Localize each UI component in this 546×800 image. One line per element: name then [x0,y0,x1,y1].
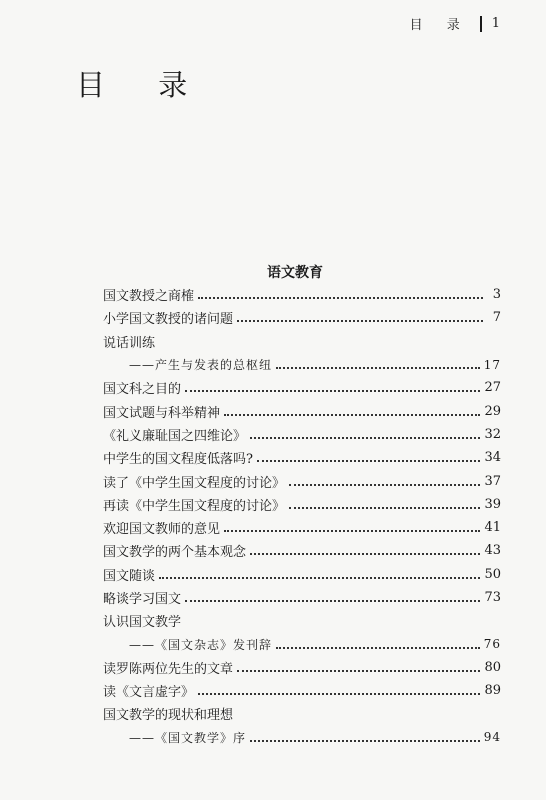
toc-entry-title: ——《国文杂志》发刊辞 [129,637,273,652]
header-divider [480,16,482,32]
toc-entry-page: 17 [483,357,501,372]
toc-entry[interactable] [103,656,501,679]
dot-leader [224,529,480,532]
toc-entry[interactable] [103,632,501,655]
toc-entry[interactable] [103,399,501,422]
toc-entry-page: 43 [484,543,501,559]
dot-leader [276,646,480,649]
dot-leader [185,599,480,602]
toc-entry-title: 国文试题与科举精神 [103,405,221,421]
toc-entry-page: 32 [484,426,501,442]
running-header-title: 目 录 [409,18,470,33]
toc-entry-page: 76 [483,637,501,652]
running-header [410,14,500,33]
dot-leader [224,413,480,416]
dot-leader [159,576,480,579]
toc-entry[interactable] [103,469,501,492]
toc-entry-page: 29 [484,403,501,419]
toc-entry[interactable] [103,726,501,749]
toc-entry-page: 89 [484,683,501,699]
toc-entry-page: 37 [484,473,501,489]
toc-entry-title: ——《国文教学》序 [129,730,247,745]
dot-leader [250,739,480,742]
toc-entry-page: 80 [484,659,501,675]
section-heading: 语文教育 [267,265,323,281]
toc-entry[interactable] [103,283,501,306]
dot-leader [250,436,480,439]
toc-entry[interactable] [103,609,501,632]
toc-entry-title: ——产生与发表的总枢纽 [129,358,273,373]
toc-entry[interactable] [103,679,501,702]
toc-entry[interactable] [103,353,501,376]
toc-entry[interactable] [103,702,501,725]
toc-entry[interactable] [103,330,501,353]
dot-leader [237,669,480,672]
dot-leader [198,692,480,695]
toc-entry-page: 3 [492,287,501,303]
toc-entry-title: 小学国文教授的诸问题 [103,312,234,328]
toc-entry-title: 读《文言虚字》 [103,685,195,701]
dot-leader [250,552,480,555]
toc-entry-title: 读了《中学生国文程度的讨论》 [103,475,286,491]
toc-entry[interactable] [103,586,501,609]
toc-entry-title: 说话训练 [103,335,156,351]
dot-leader [289,483,480,486]
dot-leader [276,366,480,369]
toc-entry-title: 欢迎国文教师的意见 [103,522,221,538]
dot-leader [289,506,480,509]
dot-leader [198,296,483,299]
toc-entry[interactable] [103,539,501,562]
toc-entry-title: 中学生的国文程度低落吗? [103,452,253,468]
table-of-contents [103,283,501,749]
toc-entry-page: 41 [484,520,501,536]
toc-entry[interactable] [103,446,501,469]
toc-entry-page: 39 [484,496,501,512]
dot-leader [185,389,480,392]
toc-entry[interactable] [103,423,501,446]
toc-entry[interactable] [103,306,501,329]
toc-entry-page: 94 [483,730,501,745]
toc-entry-page: 73 [484,590,501,605]
toc-entry-title: 国文随谈 [103,568,156,584]
toc-entry-title: 国文教授之商榷 [103,289,195,305]
toc-entry-title: 再读《中学生国文程度的讨论》 [103,498,286,514]
toc-entry-page: 34 [484,450,501,466]
page-number: 1 [491,16,500,31]
toc-entry-page: 27 [484,380,501,396]
toc-entry-title: 略谈学习国文 [103,592,182,607]
dot-leader [257,459,480,462]
toc-entry-title: 读罗陈两位先生的文章 [103,661,234,677]
toc-entry-title: 《礼义廉耻国之四维论》 [103,428,247,444]
toc-entry[interactable] [103,493,501,516]
toc-entry[interactable] [103,563,501,586]
toc-entry-title: 国文教学的两个基本观念 [103,545,247,561]
page-title: 目 录 [76,68,210,102]
toc-entry-title: 认识国文教学 [103,615,182,631]
toc-entry-title: 国文科之目的 [103,382,182,398]
dot-leader [237,319,483,322]
toc-entry[interactable] [103,376,501,399]
toc-entry-title: 国文教学的现状和理想 [103,708,234,724]
toc-entry-page: 7 [492,310,501,326]
toc-entry[interactable] [103,516,501,539]
toc-entry-page: 50 [484,566,501,582]
